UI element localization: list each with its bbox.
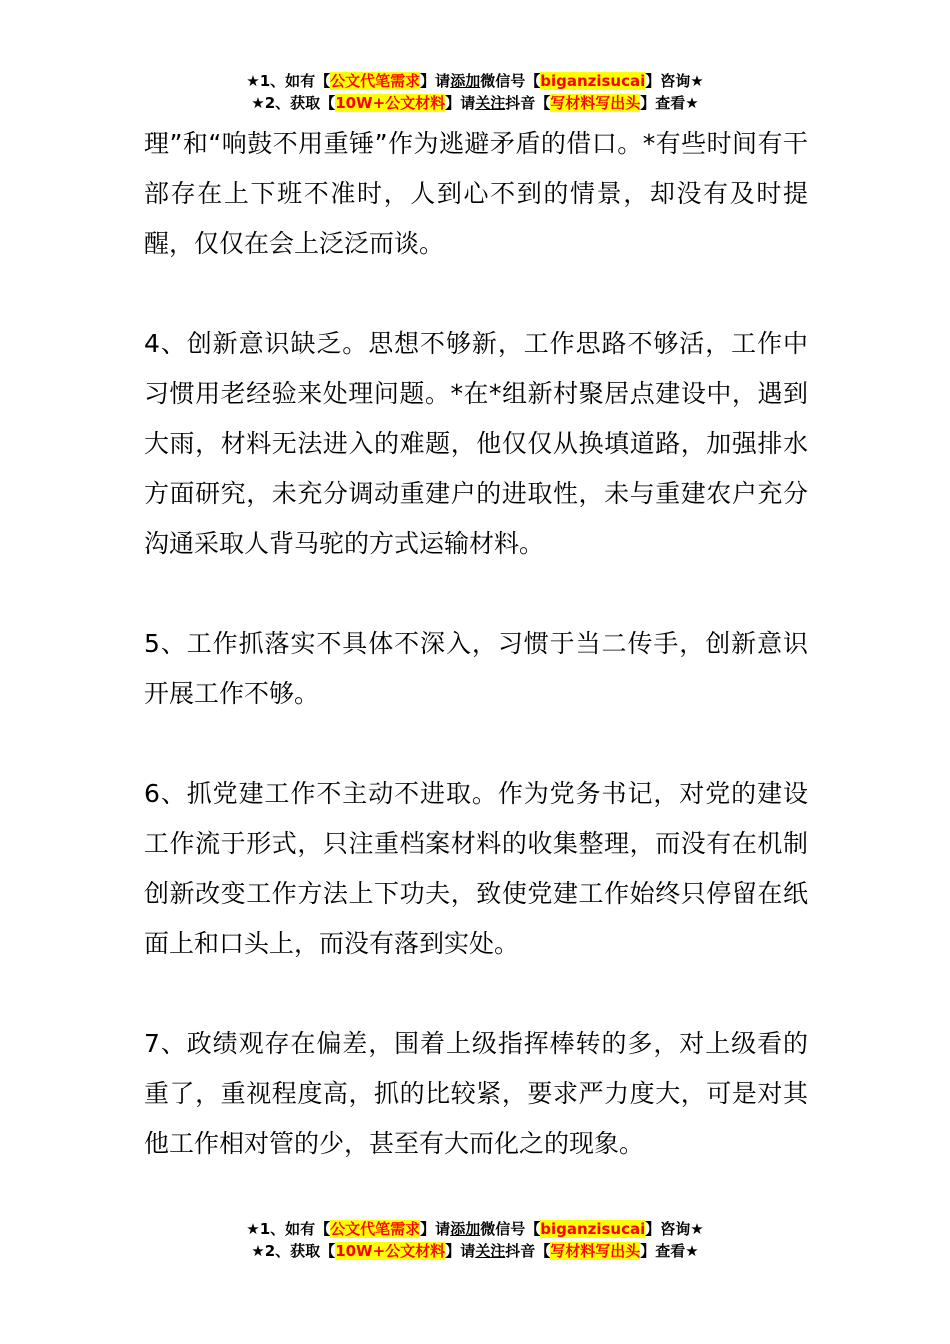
banner-line-2: ★2、获取【10W+公文材料】请关注抖音【写材料写出头】查看★ <box>251 94 699 112</box>
highlight-service: 公文代笔需求 <box>330 1220 421 1238</box>
footer-banner <box>0 1218 950 1262</box>
highlight-materials: 10W+公文材料 <box>335 1242 446 1260</box>
banner-line-1: ★1、如有【公文代笔需求】请添加微信号【biganzisucai】咨询★ <box>246 72 704 90</box>
highlight-materials: 10W+公文材料 <box>335 94 446 112</box>
highlight-service: 公文代笔需求 <box>330 72 421 90</box>
paragraph: 6、抓党建工作不主动不进取。作为党务书记，对党的建设工作流于形式，只注重档案材料的收集整理，而没有在机制创新改变工作方法上下功夫，致使党建工作始终只停留在纸面上和口头上，而没有落到实处。 <box>144 779 808 958</box>
wechat-id: biganzisucai <box>540 1220 646 1238</box>
banner-line-2: ★2、获取【10W+公文材料】请关注抖音【写材料写出头】查看★ <box>251 1242 699 1260</box>
paragraph: 4、创新意识缺乏。思想不够新，工作思路不够活，工作中习惯用老经验来处理问题。*在*组新村聚居点建设中，遇到大雨，材料无法进入的难题，他仅仅从换填道路，加强排水方面研究，未充分调动重建户的进取性，未与重建农户充分沟通采取人背马驼的方式运输材料。 <box>144 329 808 558</box>
banner-line-1: ★1、如有【公文代笔需求】请添加微信号【biganzisucai】咨询★ <box>246 1220 704 1238</box>
paragraph: 7、政绩观存在偏差，围着上级指挥棒转的多，对上级看的重了，重视程度高，抓的比较紧，要求严力度大，可是对其他工作相对管的少，甚至有大而化之的现象。 <box>144 1029 808 1158</box>
paragraph: 5、工作抓落实不具体不深入，习惯于当二传手，创新意识开展工作不够。 <box>144 629 808 708</box>
header-banner <box>0 70 950 114</box>
douyin-account: 写材料写出头 <box>550 94 641 112</box>
document-body <box>144 119 808 1169</box>
douyin-account: 写材料写出头 <box>550 1242 641 1260</box>
paragraph: 理”和“响鼓不用重锤”作为逃避矛盾的借口。*有些时间有干部存在上下班不准时，人到心不到的情景，却没有及时提醒，仅仅在会上泛泛而谈。 <box>144 129 808 258</box>
wechat-id: biganzisucai <box>540 72 646 90</box>
